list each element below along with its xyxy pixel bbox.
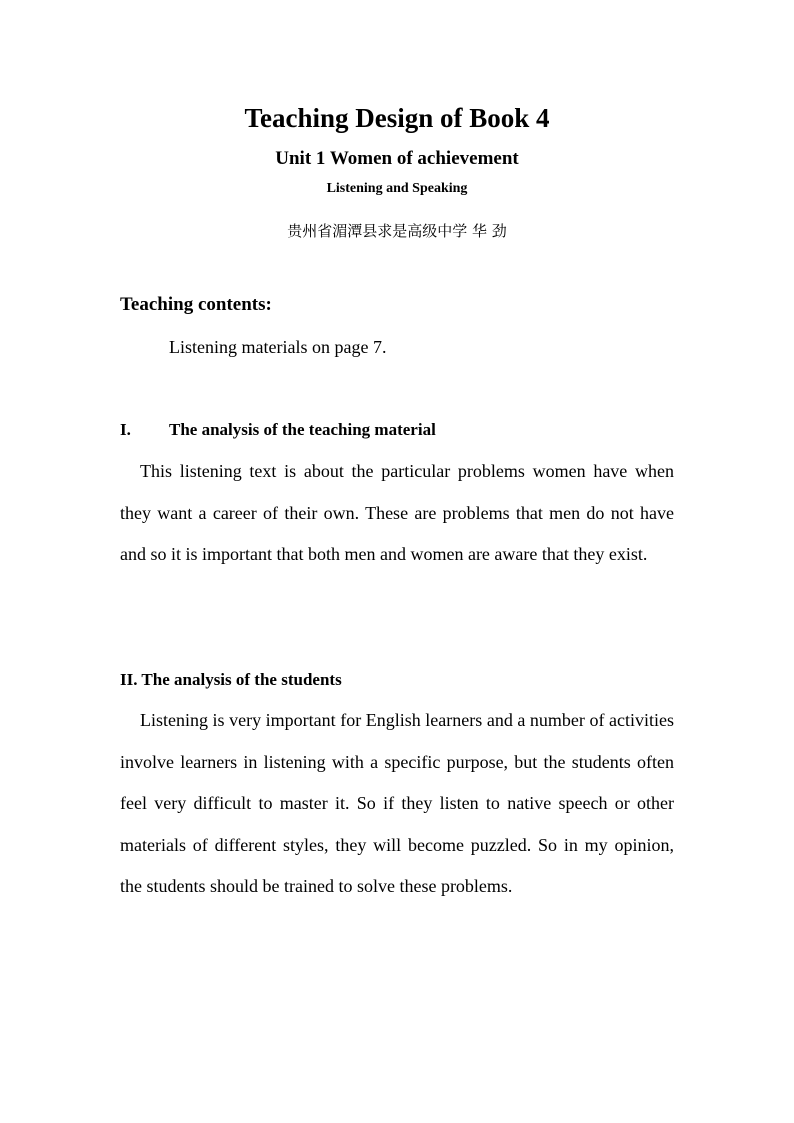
teaching-contents-text: Listening materials on page 7. [169, 337, 387, 357]
section-1-number: I. [120, 420, 131, 439]
section-1-paragraph: This listening text is about the particular problems women have when they want a career of their own. These are problems that men do not have and so it is important that both men and women are aware that they exist. [120, 461, 674, 564]
section-2-paragraph: Listening is very important for English learners and a number of activities involve learners in listening with a specific purpose, but the students often feel very difficult to master it. So if they listen to native speech or other materials of different styles, they will become puzzled. So in my opinion, the students should be trained to solve these problems. [120, 710, 674, 896]
section-2-heading: II. The analysis of the students [120, 670, 342, 689]
teaching-contents-heading: Teaching contents: [120, 294, 272, 315]
section-1-heading: The analysis of the teaching material [169, 420, 436, 439]
author-line: 贵州省湄潭县求是高级中学 华 劲 [287, 222, 507, 240]
unit-subtitle: Unit 1 Women of achievement [275, 148, 519, 169]
section-label: Listening and Speaking [326, 181, 468, 196]
document-title: Teaching Design of Book 4 [244, 103, 550, 133]
